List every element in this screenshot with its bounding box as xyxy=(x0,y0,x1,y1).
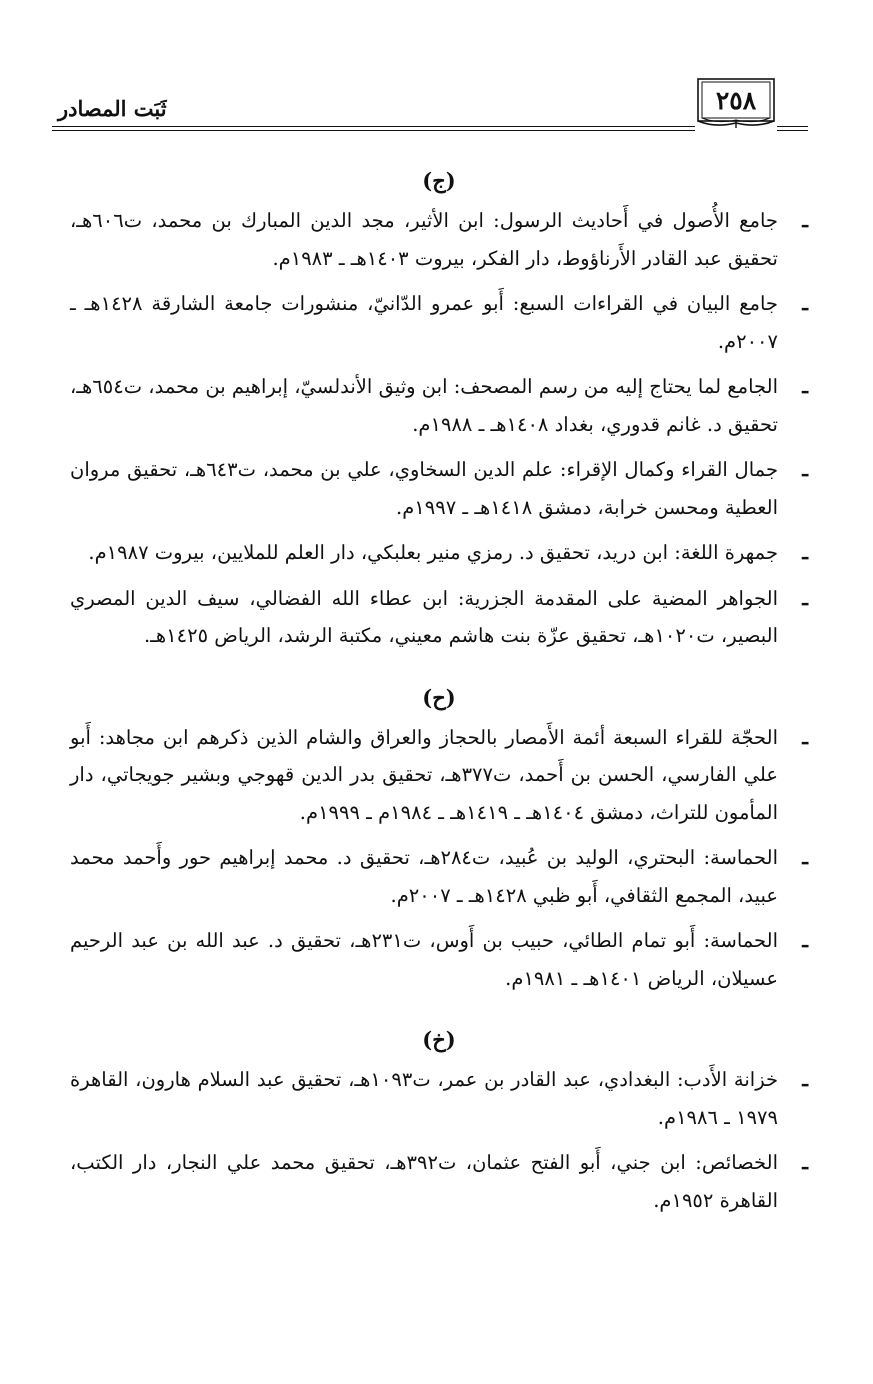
page-number: ٢٥٨ xyxy=(715,86,757,115)
bullet-dash: ـ xyxy=(802,458,808,481)
entry-text: الحماسة: البحتري، الوليد بن عُبيد، ت٢٨٤هـ، تحقيق د. محمد إبراهيم حور وأَحمد محمد عبيد، المجمع الثقافي، أَبو ظبي ١٤٢٨هـ ـ ٢٠٠٧م. xyxy=(70,846,779,907)
header-rule-left-lower xyxy=(52,130,695,131)
list-item xyxy=(70,534,808,572)
list-item xyxy=(70,839,808,914)
page-header xyxy=(0,0,873,140)
entry-text: جمهرة اللغة: ابن دريد، تحقيق د. رمزي منير بعلبكي، دار العلم للملايين، بيروت ١٩٨٧م. xyxy=(88,541,778,564)
bibliography-content xyxy=(70,160,808,1227)
list-item xyxy=(70,922,808,997)
header-rule-right-lower xyxy=(777,130,808,131)
section-heading-khaa: (خ) xyxy=(422,1027,456,1052)
header-rule-left xyxy=(52,126,695,127)
entry-text: الحماسة: أَبو تمام الطائي، حبيب بن أَوس، ت٢٣١هـ، تحقيق د. عبد الله بن عبد الرحيم عسيلان، الرياض ١٤٠١هـ ـ ١٩٨١م. xyxy=(70,929,778,990)
section-heading-haa: (ح) xyxy=(422,684,456,710)
entry-text: خزانة الأَدب: البغدادي، عبد القادر بن عمر، ت١٠٩٣هـ، تحقيق عبد السلام هارون، القاهرة ١٩٧٩ ـ ١٩٨٦م. xyxy=(70,1068,779,1129)
running-title: ثَبَت المصادر xyxy=(58,96,167,121)
list-item xyxy=(70,719,808,832)
bullet-dash: ـ xyxy=(802,541,808,564)
section-heading-jeem: (ج) xyxy=(422,168,456,193)
bullet-dash: ـ xyxy=(802,1151,808,1174)
page-number-badge xyxy=(695,76,777,130)
bullet-dash: ـ xyxy=(802,846,808,869)
list-item xyxy=(70,1144,808,1219)
entry-text: الخصائص: ابن جني، أَبو الفتح عثمان، ت٣٩٢هـ، تحقيق محمد علي النجار، دار الكتب، القاهرة ١٩٥٢م. xyxy=(70,1151,778,1212)
list-item xyxy=(70,285,808,360)
bullet-dash: ـ xyxy=(802,292,808,315)
entry-text: جمال القراء وكمال الإقراء: علم الدين السخاوي، علي بن محمد، ت٦٤٣هـ، تحقيق مروان العطية ومحسن خرابة، دمشق ١٤١٨هـ ـ ١٩٩٧م. xyxy=(70,458,778,519)
header-rule-right xyxy=(777,126,808,127)
bullet-dash: ـ xyxy=(802,929,808,952)
list-item xyxy=(70,368,808,443)
list-item xyxy=(70,202,808,277)
entry-text: الجواهر المضية على المقدمة الجزرية: ابن عطاء الله الفضالي، سيف الدين المصري البصير، ت١٠٢٠هـ، تحقيق عزّة بنت هاشم معيني، مكتبة الرشد، الرياض ١٤٢٥هـ. xyxy=(70,586,778,647)
bullet-dash: ـ xyxy=(802,1068,808,1091)
entry-text: الحجّة للقراء السبعة أئمة الأَمصار بالحجاز والعراق والشام الذين ذكرهم ابن مجاهد: أَبو علي الفارسي، الحسن بن أَحمد، ت٣٧٧هـ، تحقيق بدر الدين قهوجي وبشير جويجاتي، دار المأمون للتراث، دمشق ١٤٠٤هـ ـ ١٤١٩هـ ـ ١٩٨٤م ـ ١٩٩٩م. xyxy=(70,725,778,824)
entry-text: الجامع لما يحتاج إليه من رسم المصحف: ابن وثيق الأندلسيّ، إبراهيم بن محمد، ت٦٥٤هـ، تحقيق د. غانم قدوري، بغداد ١٤٠٨هـ ـ ١٩٨٨م. xyxy=(70,375,778,436)
bullet-dash: ـ xyxy=(802,209,808,232)
entry-text: جامع الأُصول في أَحاديث الرسول: ابن الأثير، مجد الدين المبارك بن محمد، ت٦٠٦هـ، تحقيق عبد القادر الأَرناؤوط، دار الفكر، بيروت ١٤٠٣هـ ـ ١٩٨٣م. xyxy=(70,209,778,270)
bullet-dash: ـ xyxy=(802,725,808,749)
bullet-dash: ـ xyxy=(802,375,808,398)
bullet-dash: ـ xyxy=(802,586,808,610)
list-item xyxy=(70,451,808,526)
list-item xyxy=(70,1061,808,1136)
list-item xyxy=(70,580,808,655)
entry-text: جامع البيان في القراءات السبع: أَبو عمرو الدّانيّ، منشورات جامعة الشارقة ١٤٢٨هـ ـ ٢٠٠٧م. xyxy=(70,292,778,353)
